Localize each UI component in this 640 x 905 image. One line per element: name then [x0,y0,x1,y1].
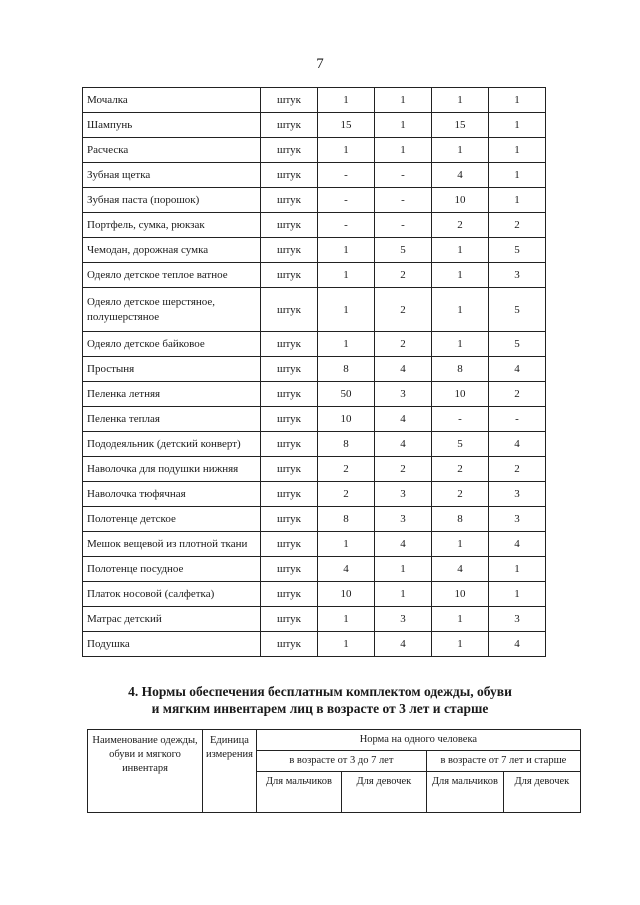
item-value: - [318,163,375,188]
item-value: 1 [432,288,489,332]
item-value: 8 [318,357,375,382]
item-name: Мешок вещевой из плотной ткани [83,532,261,557]
table-row [83,557,546,582]
table-row [83,632,546,657]
item-value: 3 [489,482,546,507]
item-value: 5 [489,288,546,332]
item-value: 10 [432,382,489,407]
section-4-heading-line-1: 4. Нормы обеспечения бесплатным комплектом одежды, обуви [128,684,512,699]
item-value: 1 [432,532,489,557]
table-row [83,188,546,213]
item-name: Портфель, сумка, рюкзак [83,213,261,238]
item-name: Подушка [83,632,261,657]
item-name: Шампунь [83,113,261,138]
item-value: 1 [318,288,375,332]
item-value: 1 [432,138,489,163]
item-value: 3 [489,263,546,288]
item-name: Простыня [83,357,261,382]
item-value: 5 [432,432,489,457]
item-value: 3 [489,607,546,632]
item-value: 10 [432,188,489,213]
item-name: Полотенце посудное [83,557,261,582]
item-unit: штук [261,432,318,457]
item-value: 1 [489,138,546,163]
table-row [83,482,546,507]
item-unit: штук [261,113,318,138]
item-value: 1 [432,88,489,113]
item-value: 1 [489,163,546,188]
item-name: Пододеяльник (детский конверт) [83,432,261,457]
item-value: 1 [318,263,375,288]
item-value: 15 [432,113,489,138]
item-value: 1 [375,557,432,582]
item-unit: штук [261,457,318,482]
item-value: - [432,407,489,432]
item-value: 2 [318,457,375,482]
item-unit: штук [261,632,318,657]
item-value: 4 [375,357,432,382]
table-row [83,382,546,407]
item-value: - [375,188,432,213]
item-unit: штук [261,482,318,507]
item-value: 2 [375,288,432,332]
item-unit: штук [261,532,318,557]
item-value: 8 [432,357,489,382]
table-row [83,607,546,632]
item-name: Пеленка летняя [83,382,261,407]
item-value: - [375,163,432,188]
item-value: 2 [375,457,432,482]
item-unit: штук [261,238,318,263]
item-value: 1 [489,88,546,113]
item-name: Пеленка теплая [83,407,261,432]
item-value: 1 [318,138,375,163]
item-name: Платок носовой (салфетка) [83,582,261,607]
item-unit: штук [261,357,318,382]
item-name: Зубная щетка [83,163,261,188]
item-unit: штук [261,382,318,407]
item-value: 5 [489,332,546,357]
item-unit: штук [261,213,318,238]
item-name: Наволочка тюфячная [83,482,261,507]
item-value: 3 [375,507,432,532]
item-value: 1 [375,138,432,163]
section-4-table-header [87,729,581,813]
item-name: Мочалка [83,88,261,113]
item-value: 4 [375,407,432,432]
table-row [83,432,546,457]
table-row [83,407,546,432]
section-4-heading [0,683,640,717]
item-value: 4 [432,557,489,582]
item-value: - [318,213,375,238]
header-item-name: Наименование одежды, обуви и мягкого инвентаря [88,730,203,813]
item-value: 50 [318,382,375,407]
item-value: 1 [318,238,375,263]
item-value: 10 [318,407,375,432]
item-value: 4 [375,632,432,657]
table-row [83,582,546,607]
item-value: 15 [318,113,375,138]
item-name: Одеяло детское шерстяное, полушерстяное [83,288,261,332]
item-value: 8 [432,507,489,532]
item-value: 8 [318,507,375,532]
item-name: Расческа [83,138,261,163]
item-value: 1 [432,632,489,657]
item-value: 4 [489,432,546,457]
item-value: 1 [318,332,375,357]
item-value: 2 [489,382,546,407]
item-value: 3 [375,482,432,507]
item-unit: штук [261,507,318,532]
item-value: 3 [375,382,432,407]
item-name: Чемодан, дорожная сумка [83,238,261,263]
item-value: 4 [489,357,546,382]
item-unit: штук [261,332,318,357]
item-value: - [375,213,432,238]
item-unit: штук [261,138,318,163]
header-unit: Единица измерения [203,730,257,813]
page-number: 7 [316,56,324,72]
item-unit: штук [261,582,318,607]
item-value: 1 [318,532,375,557]
table-row [83,213,546,238]
item-value: 1 [432,607,489,632]
item-value: 2 [489,213,546,238]
item-unit: штук [261,88,318,113]
item-unit: штук [261,407,318,432]
table-row [83,263,546,288]
item-value: 2 [375,263,432,288]
table-row [83,113,546,138]
item-name: Матрас детский [83,607,261,632]
item-value: 2 [375,332,432,357]
item-value: 1 [432,263,489,288]
item-value: 4 [489,632,546,657]
table-row [83,457,546,482]
item-value: 2 [432,213,489,238]
item-value: 1 [432,238,489,263]
header-age-7-plus: в возрасте от 7 лет и старше [426,751,580,772]
table-row [83,532,546,557]
item-unit: штук [261,188,318,213]
item-value: 2 [489,457,546,482]
header-boys-3-7: Для мальчиков [256,772,341,813]
header-boys-7-plus: Для мальчиков [426,772,503,813]
item-value: 1 [375,582,432,607]
table-row [83,138,546,163]
item-value: 2 [432,482,489,507]
table-row [83,163,546,188]
item-value: 4 [318,557,375,582]
norms-table [82,87,546,657]
item-value: 2 [318,482,375,507]
item-value: 4 [432,163,489,188]
table-row [83,507,546,532]
item-unit: штук [261,288,318,332]
table-row [83,288,546,332]
item-value: 1 [375,113,432,138]
item-value: - [318,188,375,213]
item-name: Зубная паста (порошок) [83,188,261,213]
item-value: 5 [375,238,432,263]
item-value: 3 [375,607,432,632]
item-value: 4 [489,532,546,557]
item-value: 10 [432,582,489,607]
item-name: Одеяло детское байковое [83,332,261,357]
header-norm-per-person: Норма на одного человека [256,730,580,751]
item-value: 3 [489,507,546,532]
item-value: 1 [318,607,375,632]
item-value: 1 [318,88,375,113]
item-value: 1 [489,557,546,582]
item-value: 2 [432,457,489,482]
item-value: 1 [375,88,432,113]
table-row [83,88,546,113]
item-name: Полотенце детское [83,507,261,532]
item-unit: штук [261,607,318,632]
item-value: 1 [489,188,546,213]
table-row [83,238,546,263]
item-value: 1 [489,582,546,607]
item-value: - [489,407,546,432]
item-value: 1 [432,332,489,357]
item-name: Одеяло детское теплое ватное [83,263,261,288]
item-unit: штук [261,557,318,582]
header-girls-3-7: Для девочек [341,772,426,813]
item-unit: штук [261,263,318,288]
item-value: 1 [489,113,546,138]
section-4-heading-line-2: и мягким инвентарем лиц в возрасте от 3 лет и старше [151,701,489,716]
table-row [83,332,546,357]
item-value: 1 [318,632,375,657]
item-unit: штук [261,163,318,188]
header-girls-7-plus: Для девочек [503,772,580,813]
item-name: Наволочка для подушки нижняя [83,457,261,482]
item-value: 4 [375,532,432,557]
header-age-3-7: в возрасте от 3 до 7 лет [256,751,426,772]
item-value: 5 [489,238,546,263]
table-row [83,357,546,382]
item-value: 4 [375,432,432,457]
item-value: 10 [318,582,375,607]
item-value: 8 [318,432,375,457]
